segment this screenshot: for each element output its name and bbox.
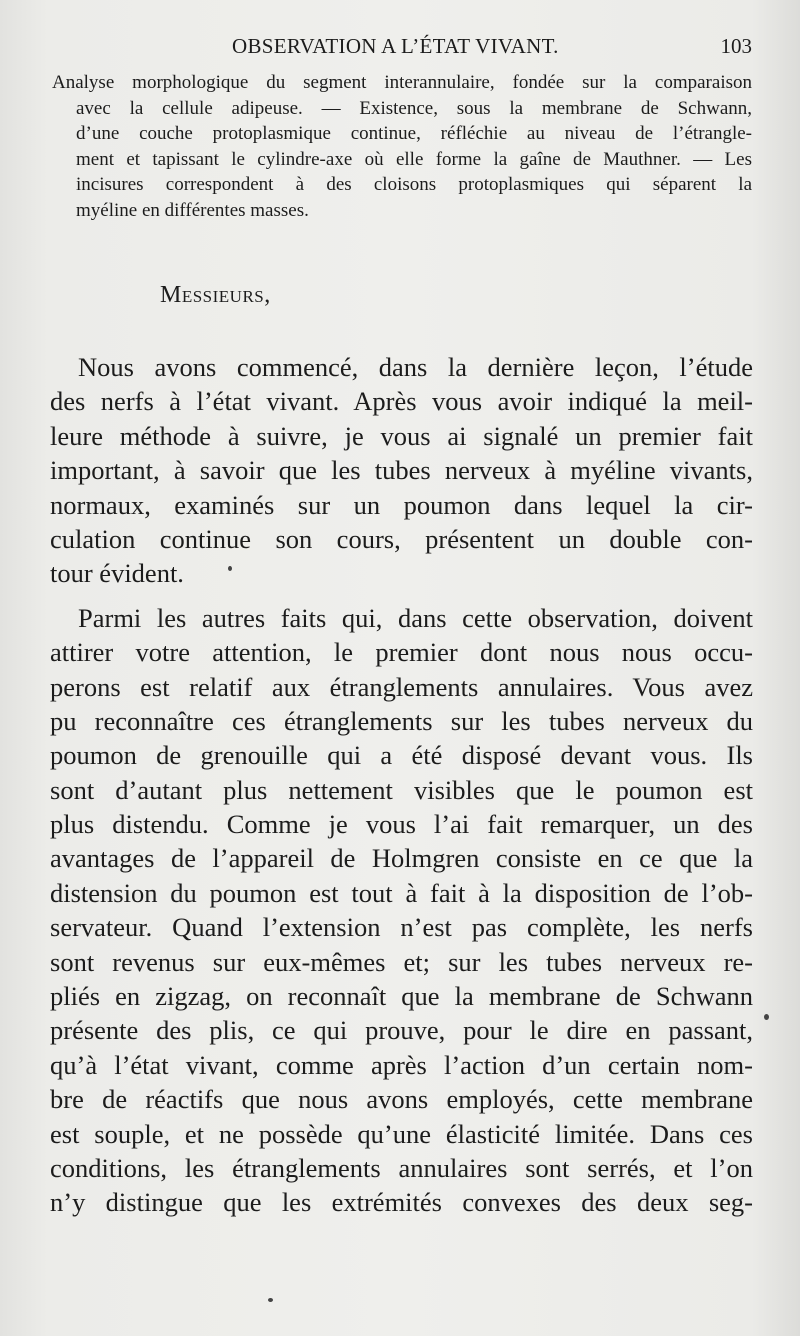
salutation: Messieurs,: [160, 282, 271, 308]
text-line: normaux, examinés sur un poumon dans lequel la cir-: [50, 489, 753, 520]
text-line: distension du poumon est tout à fait à la disposition de l’ob-: [50, 877, 753, 908]
text-line: servateur. Quand l’extension n’est pas complète, les nerfs: [50, 912, 753, 943]
text-line: sont d’autant plus nettement visibles que le poumon est: [50, 774, 753, 805]
text-line: attirer votre attention, le premier dont nous nous occu-: [50, 637, 753, 668]
summary-line: myéline en différentes masses.: [76, 199, 309, 221]
chapter-summary: [52, 70, 752, 223]
paragraph-gap: [50, 591, 753, 601]
summary-line: avec la cellule adipeuse. — Existence, sous la membrane de Schwann,: [76, 97, 752, 119]
text-line: leure méthode à suivre, je vous ai signalé un premier fait: [50, 420, 753, 451]
summary-line: Analyse morphologique du segment interannulaire, fondée sur la comparaison: [52, 72, 752, 93]
text-line: sont revenus sur eux-mêmes et; sur les tubes nerveux re-: [50, 946, 753, 977]
text-line: qu’à l’état vivant, comme après l’action d’un certain nom-: [50, 1049, 753, 1080]
text-line: conditions, les étranglements annulaires sont serrés, et l’on: [50, 1152, 753, 1183]
text-line: bre de réactifs que nous avons employés, cette membrane: [50, 1084, 753, 1115]
paragraph: [50, 601, 753, 1220]
text-line: pu reconnaître ces étranglements sur les tubes nerveux du: [50, 705, 753, 736]
summary-line: incisures correspondent à des cloisons protoplasmiques qui séparent la: [76, 174, 752, 195]
text-line: présente des plis, ce qui prouve, pour le dire en passant,: [50, 1015, 753, 1046]
text-line: pliés en zigzag, on reconnaît que la membrane de Schwann: [50, 981, 753, 1012]
text-line: poumon de grenouille qui a été disposé devant vous. Ils: [50, 740, 753, 771]
summary-line: d’une couche protoplasmique continue, réfléchie au niveau de l’étrangle-: [76, 123, 752, 144]
text-line: Nous avons commencé, dans la dernière leçon, l’étude: [78, 352, 753, 382]
text-line: des nerfs à l’état vivant. Après vous avoir indiqué la meil-: [50, 386, 753, 417]
text-line: important, à savoir que les tubes nerveux à myéline vivants,: [50, 455, 753, 486]
running-title: OBSERVATION A L’ÉTAT VIVANT.: [232, 34, 559, 58]
summary-line: ment et tapissant le cylindre-axe où elle forme la gaîne de Mauthner. — Les: [76, 148, 752, 170]
page-header: [52, 30, 752, 64]
text-line: n’y distingue que les extrémités convexes des deux seg-: [50, 1187, 753, 1218]
text-line: perons est relatif aux étranglements annulaires. Vous avez: [50, 671, 753, 702]
ink-speck: [268, 1298, 273, 1302]
ink-speck: [228, 566, 232, 571]
page-number: 103: [720, 34, 752, 58]
text-line: tour évident.: [50, 558, 184, 589]
body-text: [50, 350, 753, 1220]
text-line: Parmi les autres faits qui, dans cette observation, doivent: [78, 602, 753, 633]
text-line: est souple, et ne possède qu’une élasticité limitée. Dans ces: [50, 1118, 753, 1149]
ink-speck: [764, 1014, 769, 1020]
text-line: avantages de l’appareil de Holmgren consiste en ce que la: [50, 843, 753, 874]
text-line: culation continue son cours, présentent un double con-: [50, 523, 753, 554]
text-line: plus distendu. Comme je vous l’ai fait remarquer, un des: [50, 809, 753, 840]
paragraph: [50, 350, 753, 591]
